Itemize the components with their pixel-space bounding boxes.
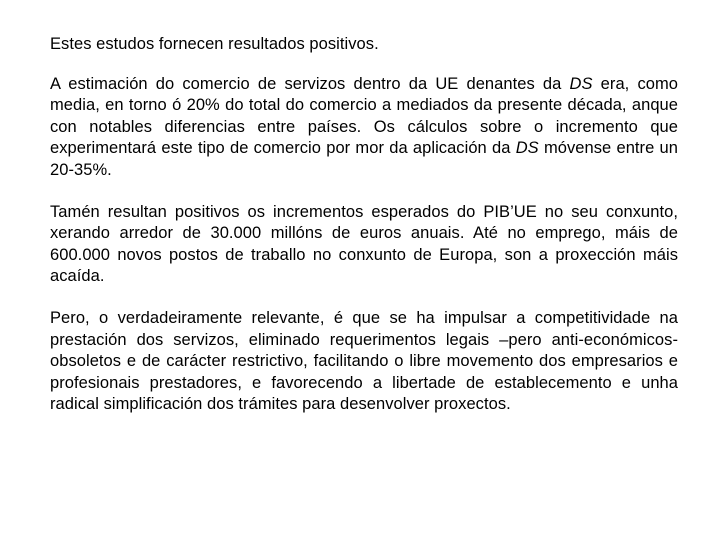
paragraph-2-text-a: A estimación do comercio de servizos dentro da UE denantes da xyxy=(50,74,570,93)
paragraph-2-text-b: era, como media, en torno ó 20% do total do comercio a mediados da presente década, anque con notables diferencias entre países. Os cálculos sobre o incremento que experimentará este tipo de comercio por mor da aplicación da xyxy=(50,74,678,158)
paragraph-2-text-c: móvense entre un 20-35%. xyxy=(50,139,679,179)
paragraph-4: Pero, o verdadeiramente relevante, é que se ha impulsar a competitividade na prestación dos servizos, eliminado requerimentos legais –pero anti-económicos- obsoletos e de carácter restrictivo, facilitando o libre movemento dos empresarios e profesionais prestadores, e favorecendo a libertade de establecemento e unha radical simplificación dos trámites para desenvolver proxectos. xyxy=(50,308,678,414)
paragraph-3: Tamén resultan positivos os incrementos esperados do PIB’UE no seu conxunto, xerando arredor de 30.000 millóns de euros anuais. Até no emprego, máis de 600.000 novos postos de traballo no conxunto de Europa, son a proxección máis acaída. xyxy=(50,202,678,286)
document-body xyxy=(50,34,678,416)
paragraph-1: Estes estudos fornecen resultados positivos. xyxy=(50,35,379,53)
paragraph-2 xyxy=(50,74,678,182)
ds-abbreviation: DS xyxy=(515,139,539,158)
ds-abbreviation: DS xyxy=(569,74,593,93)
